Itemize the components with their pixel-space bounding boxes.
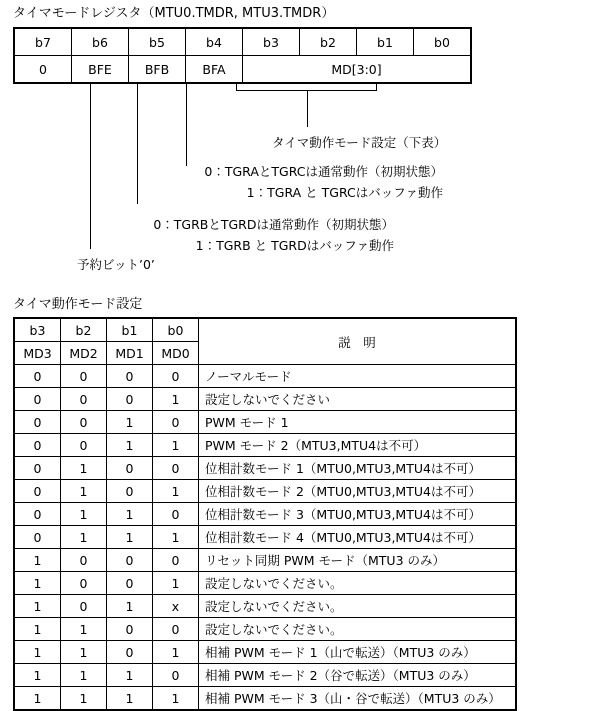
mode-header-b0: b0 — [153, 318, 199, 342]
table-row — [14, 457, 516, 480]
md-bracket-left-tick — [236, 82, 237, 91]
bfa-annotation-line-0: 0：TGRAとTGRCは通常動作（初期状態） — [204, 164, 443, 179]
register-field-bfe: BFE — [72, 56, 129, 84]
table-row — [14, 365, 516, 388]
mode-bit-cell: 0 — [61, 388, 107, 411]
mode-bit-cell: 0 — [61, 549, 107, 572]
register-field-reserved: 0 — [14, 56, 72, 84]
table-row — [14, 434, 516, 457]
mode-bit-cell: 1 — [14, 595, 61, 618]
mode-header-b3: b3 — [14, 318, 61, 342]
mode-bit-cell: 0 — [107, 388, 153, 411]
mode-bit-cell: 1 — [153, 572, 199, 595]
mode-description-cell: ノーマルモード — [199, 365, 517, 388]
table-row — [14, 687, 516, 711]
bfb-annotation-line-1: 1：TGRB と TGRDはバッファ動作 — [195, 238, 394, 253]
mode-bit-cell: 0 — [153, 503, 199, 526]
mode-description-cell: PWM モード 1 — [199, 411, 517, 434]
mode-description-cell: 相補 PWM モード 1（山で転送）（MTU3 のみ） — [199, 641, 517, 664]
mode-bit-cell: 0 — [61, 434, 107, 457]
mode-description-cell: 設定しないでください。 — [199, 572, 517, 595]
mode-bit-cell: 0 — [14, 411, 61, 434]
mode-header-md0: MD0 — [153, 342, 199, 365]
mode-bit-cell: 1 — [14, 641, 61, 664]
mode-bit-cell: 0 — [14, 526, 61, 549]
mode-bit-cell: 1 — [153, 641, 199, 664]
mode-header-md3: MD3 — [14, 342, 61, 365]
table-row — [14, 595, 516, 618]
register-field-row — [14, 56, 471, 84]
mode-bit-cell: 1 — [107, 503, 153, 526]
mode-bit-cell: 0 — [14, 480, 61, 503]
register-bit-header-b0: b0 — [414, 28, 472, 56]
mode-bit-cell: 1 — [153, 480, 199, 503]
md-bracket-right-tick — [376, 82, 377, 91]
mode-bit-cell: 0 — [14, 434, 61, 457]
mode-bit-cell: 1 — [61, 687, 107, 711]
mode-bit-cell: 0 — [153, 549, 199, 572]
mode-bit-cell: 0 — [107, 572, 153, 595]
table-row — [14, 480, 516, 503]
mode-bit-cell: 0 — [61, 411, 107, 434]
register-bit-header-b3: b3 — [243, 28, 300, 56]
table-row — [14, 411, 516, 434]
mode-bit-cell: 1 — [107, 664, 153, 687]
register-bit-header-b7: b7 — [14, 28, 72, 56]
mode-bit-cell: 0 — [107, 365, 153, 388]
mode-bit-cell: 0 — [153, 457, 199, 480]
mode-header-md2: MD2 — [61, 342, 107, 365]
mode-bit-cell: 1 — [107, 434, 153, 457]
table-row — [14, 618, 516, 641]
mode-description-cell: 位相計数モード 3（MTU0,MTU3,MTU4は不可） — [199, 503, 517, 526]
mode-bit-cell: 1 — [14, 572, 61, 595]
mode-bit-cell: 0 — [107, 641, 153, 664]
mode-bit-cell: 1 — [61, 457, 107, 480]
register-section-title: タイマモードレジスタ（MTU0.TMDR, MTU3.TMDR） — [13, 6, 335, 21]
mode-bit-cell: 1 — [61, 480, 107, 503]
mode-bit-cell: 1 — [153, 526, 199, 549]
mode-bit-cell: 0 — [153, 618, 199, 641]
register-bit-header-b6: b6 — [72, 28, 129, 56]
mode-description-cell: 相補 PWM モード 3（山・谷で転送）（MTU3 のみ） — [199, 687, 517, 711]
mode-description-cell: リセット同期 PWM モード（MTU3 のみ） — [199, 549, 517, 572]
mode-bit-cell: 1 — [61, 618, 107, 641]
mode-bit-cell: 0 — [153, 365, 199, 388]
mode-bit-cell: 1 — [107, 411, 153, 434]
register-bit-header-b1: b1 — [357, 28, 414, 56]
bfb-annotation-line-0: 0：TGRBとTGRDは通常動作（初期状態） — [153, 217, 394, 232]
timer-mode-register-table — [13, 27, 472, 84]
mode-header-b1: b1 — [107, 318, 153, 342]
table-row — [14, 388, 516, 411]
mode-header-row-bits — [14, 318, 516, 342]
register-bit-header-b2: b2 — [300, 28, 357, 56]
mode-description-cell: 位相計数モード 4（MTU0,MTU3,MTU4は不可） — [199, 526, 517, 549]
mode-bit-cell: 1 — [107, 687, 153, 711]
register-bit-header-b5: b5 — [129, 28, 186, 56]
mode-description-cell: 相補 PWM モード 2（谷で転送）（MTU3 のみ） — [199, 664, 517, 687]
mode-bit-cell: 0 — [107, 457, 153, 480]
mode-section-title: タイマ動作モード設定 — [13, 297, 143, 312]
mode-description-cell: 設定しないでください。 — [199, 618, 517, 641]
mode-bit-cell: 0 — [107, 618, 153, 641]
mode-bit-cell: 1 — [107, 526, 153, 549]
mode-bit-cell: 0 — [61, 365, 107, 388]
mode-bit-cell: x — [153, 595, 199, 618]
leader-line-bfa — [186, 82, 187, 166]
register-bit-header-b4: b4 — [186, 28, 243, 56]
mode-description-cell: 設定しないでください — [199, 388, 517, 411]
mode-bit-cell: 0 — [61, 572, 107, 595]
mode-bit-cell: 1 — [153, 687, 199, 711]
mode-bit-cell: 1 — [14, 618, 61, 641]
mode-bit-cell: 1 — [14, 687, 61, 711]
register-field-bfb: BFB — [129, 56, 186, 84]
mode-description-cell: 設定しないでください。 — [199, 595, 517, 618]
mode-bit-cell: 0 — [14, 503, 61, 526]
mode-bit-cell: 0 — [107, 480, 153, 503]
register-field-bfa: BFA — [186, 56, 243, 84]
mode-bit-cell: 1 — [61, 641, 107, 664]
mode-description-cell: 位相計数モード 1（MTU0,MTU3,MTU4は不可） — [199, 457, 517, 480]
md-bracket-annotation: タイマ動作モード設定（下表） — [272, 135, 447, 150]
table-row — [14, 641, 516, 664]
mode-description-cell: 位相計数モード 2（MTU0,MTU3,MTU4は不可） — [199, 480, 517, 503]
md-bracket-stem — [307, 90, 308, 127]
mode-bit-cell: 0 — [14, 365, 61, 388]
table-row — [14, 664, 516, 687]
mode-header-b2: b2 — [61, 318, 107, 342]
mode-bit-cell: 0 — [107, 549, 153, 572]
timer-operating-mode-table — [13, 317, 517, 711]
reserved-bit-annotation: 予約ビット’0’ — [77, 257, 155, 272]
mode-bit-cell: 0 — [61, 595, 107, 618]
mode-header-description: 説 明 — [199, 318, 517, 365]
mode-bit-cell: 0 — [153, 411, 199, 434]
mode-bit-cell: 1 — [61, 664, 107, 687]
mode-header-md1: MD1 — [107, 342, 153, 365]
mode-bit-cell: 1 — [61, 503, 107, 526]
register-bit-header-row — [14, 28, 471, 56]
table-row — [14, 503, 516, 526]
bfa-annotation-line-1: 1：TGRA と TGRCはバッファ動作 — [246, 185, 443, 200]
mode-bit-cell: 1 — [153, 388, 199, 411]
mode-bit-cell: 0 — [153, 664, 199, 687]
mode-bit-cell: 1 — [14, 664, 61, 687]
mode-bit-cell: 0 — [14, 457, 61, 480]
mode-bit-cell: 1 — [153, 434, 199, 457]
table-row — [14, 549, 516, 572]
mode-bit-cell: 1 — [61, 526, 107, 549]
mode-bit-cell: 1 — [14, 549, 61, 572]
mode-bit-cell: 1 — [107, 595, 153, 618]
mode-bit-cell: 0 — [14, 388, 61, 411]
mode-description-cell: PWM モード 2（MTU3,MTU4は不可） — [199, 434, 517, 457]
table-row — [14, 526, 516, 549]
table-row — [14, 572, 516, 595]
register-field-md: MD[3:0] — [243, 56, 472, 84]
